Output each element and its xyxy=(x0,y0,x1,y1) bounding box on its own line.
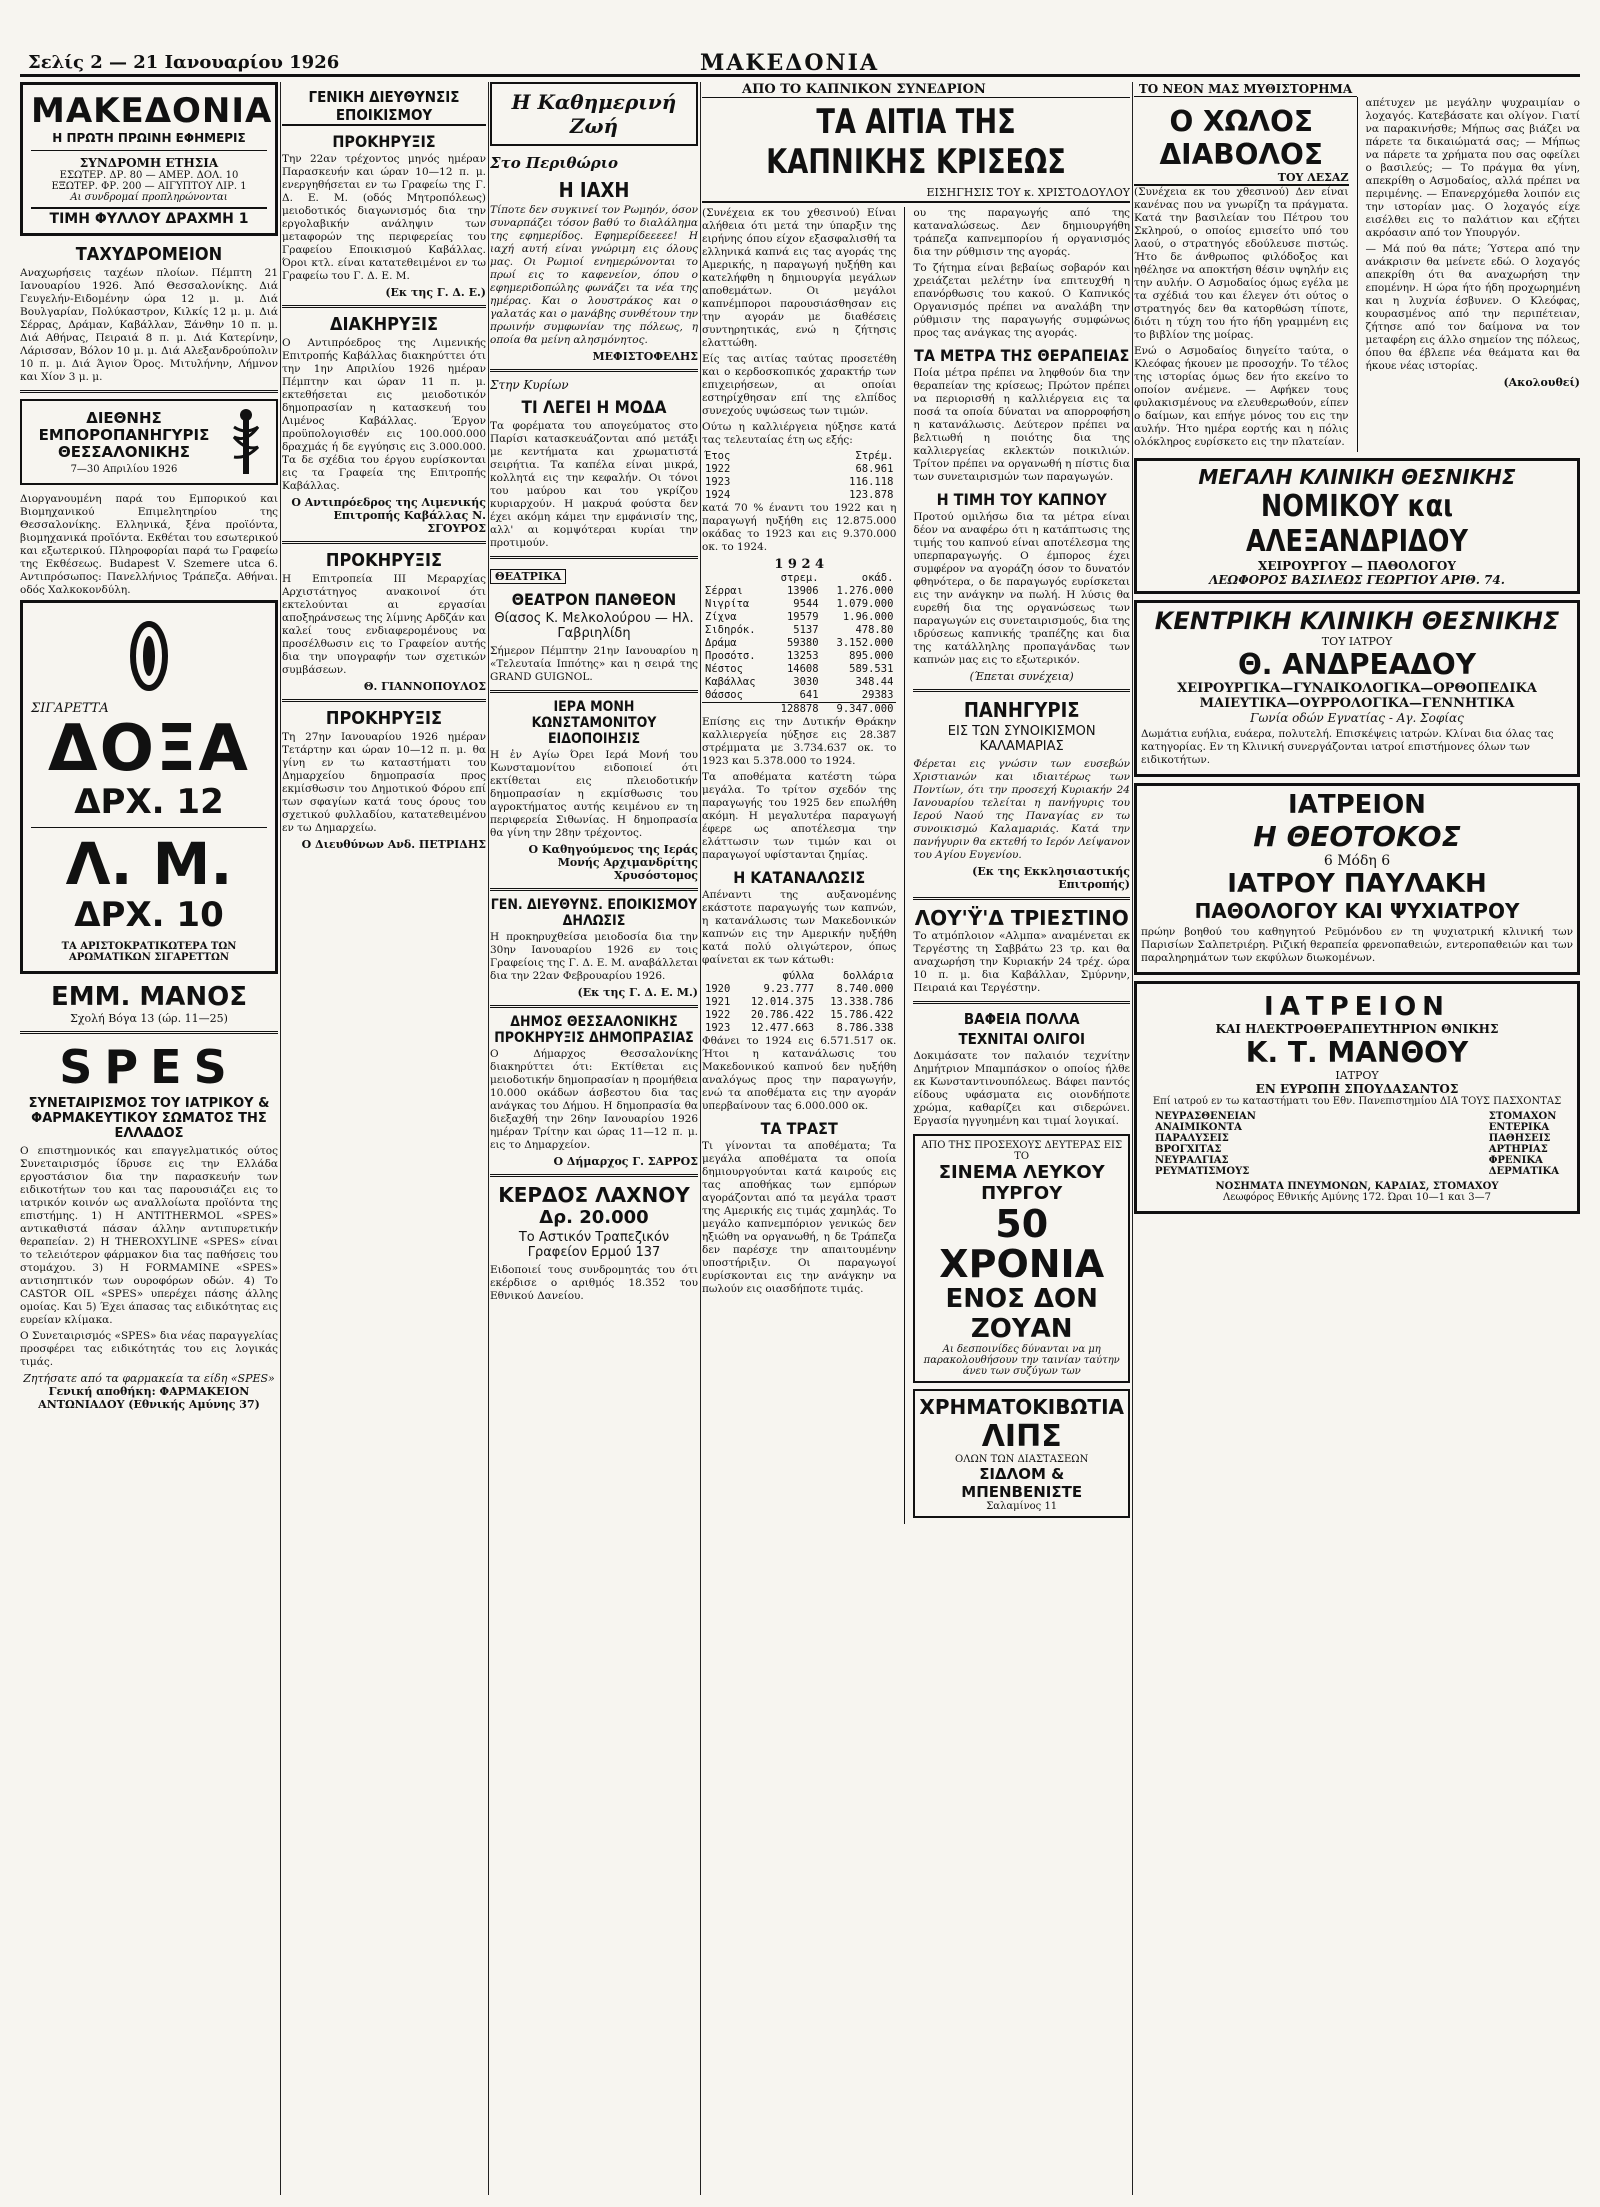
daily-life-box xyxy=(490,82,698,146)
price-label: ΤΙΜΗ ΦΥΛΛΟΥ ΔΡΑΧΜΗ 1 xyxy=(31,207,267,227)
novel-text: (Συνέχεια εκ του χθεσινού) Δεν είναι κανένας που να γνωρίζη τα πράγματα. Κατά την βασιλείαν του Πέτρου του Σκληρού, ο οποίος εμισείτο υπό του λαού, ο στρατηγός εδούλευσε πιστώς. Ήτο δε άνθρωπος φιλόδοξος και ηθέλησε να αποκτήση θέσιν υψηλήν εις την αυλήν. Ο Ασμοδαίος όμως εγέλα με τα σχέδιά του και έλεγεν ότι ούτος ο στρατηγός δεν θα κατορθώση τίποτε, διότι η τύχη του ήτο ήδη γραμμένη εις το βιβλίον της μοίρας. xyxy=(1134,186,1349,341)
column-4 xyxy=(702,82,1130,2195)
theatre-label: ΘΕΑΤΡΙΚΑ xyxy=(490,569,566,584)
logo-subtitle: Η ΠΡΩΤΗ ΠΡΩΙΝΗ ΕΦΗΜΕΡΙΣ xyxy=(52,131,246,145)
table-header: οκάδ. xyxy=(861,572,894,584)
table-cell: 348.44 xyxy=(855,676,894,688)
list-item: ΝΕΥΡΑΛΓΙΑΣ xyxy=(1155,1155,1229,1166)
article-text: Τα αποθέματα κατέστη τώρα μεγάλα. Το τρίτον σχεδόν της παραγωγής του 1925 δεν επωλήθη ακόμη. Η μεγαλυτέρα παραγωγή έφερε ως αποτέλεσμα την ελάττωσιν των τιμών και οι παραγωγοί υφίστανται ζημίας. xyxy=(702,771,897,861)
continued-note: (Ακολουθεί) xyxy=(1503,376,1580,389)
article-text: Φθάνει το 1924 εις 6.571.517 οκ. Ήτοι η κατανάλωσις του Μακεδονικού καπνού δεν ηυξήθη αναλόγως προς την παραγωγήν, ενώ τα αποθέματα εις την αγοράν υπερβαίνουν τας 6.000.000 οκ. xyxy=(702,1035,897,1112)
caduceus-icon xyxy=(224,407,268,477)
spes-agent: Γενική αποθήκη: ΦΑΡΜΑΚΕΙΟΝ ΑΝΤΩΝΙΑΔΟΥ (Εθνικής Αμύνης 37) xyxy=(38,1385,260,1411)
kicker: ΑΠΟ ΤΟ ΚΑΠΝΙΚΟΝ ΣΥΝΕΔΡΙΟΝ xyxy=(702,82,1130,98)
table-cell: 1923 xyxy=(705,476,731,488)
article-text: Ούτω η καλλιέργεια ηύξησε κατά τας τελευταίας έτη ως εξής: xyxy=(702,421,897,446)
price-doxa: ΔΡΧ. 12 xyxy=(74,782,224,822)
clinic-address: 6 Μόδη 6 xyxy=(1323,853,1391,869)
table-consumption xyxy=(702,970,896,1035)
table-cell: 13906 xyxy=(786,585,819,597)
clinic-ad xyxy=(1134,981,1580,1214)
notice-signature: Θ. ΓΙΑΝΝΟΠΟΥΛΟΣ xyxy=(363,680,486,693)
section-subheading: ΕΙΣ ΤΩΝ ΣΥΝΟΙΚΙΣΜΟΝ ΚΑΛΑΜΑΡΙΑΣ xyxy=(947,724,1096,754)
notice-text: Ο Δήμαρχος Θεσσαλονίκης διακηρύττει ότι: Εκτίθεται εις μειοδοτικήν δημοπρασίαν η προμήθεια 10.000 οκάδων άσβεστου δια τας ανάγκας του Δήμου. Η δημοπρασία θα διεξαχθή την 26ην Ιανουαρίου 1926 ημέραν Τρίτην και ώρας 11—12 π. μ. εις το Δημαρχείον. xyxy=(490,1048,698,1151)
list-item: ΔΕΡΜΑΤΙΚΑ xyxy=(1488,1166,1559,1177)
table-header xyxy=(702,572,769,585)
clinic-address: Λεωφόρος Εθνικής Αμύνης 172. Ώραι 10—1 και 3—7 xyxy=(1222,1192,1492,1203)
table-cell: 116.118 xyxy=(849,476,894,488)
table-cell: 5137 xyxy=(793,624,819,636)
table-cell: 20.786.422 xyxy=(750,1009,815,1021)
logo-title: ΜΑΚΕΔΟΝΙΑ xyxy=(31,91,273,131)
table-cell: 641 xyxy=(799,689,819,701)
kicker: ΤΟ ΝΕΟΝ ΜΑΣ ΜΥΘΙΣΤΟΡΗΜΑ xyxy=(1134,82,1357,97)
notice-signature: Ο Αντιπρόεδρος της Λιμενικής Επιτροπής Καβάλλας Ν. ΣΓΟΥΡΟΣ xyxy=(291,496,486,535)
cinema-note: Αι δεσποινίδες δύνανται να μη παρακολουθήσουν την ταινίαν ταύτην άνευ των συζύγων των xyxy=(923,1344,1120,1377)
safe-ad xyxy=(913,1389,1130,1518)
table-total: 128878 xyxy=(780,703,819,715)
safe-agent: ΣΙΔΛΟΜ & ΜΠΕΝΒΕΝΙΣΤΕ xyxy=(961,1465,1083,1501)
table-cell: 68.961 xyxy=(855,463,894,475)
article-text: Προτού ομιλήσω δια τα μέτρα είναι δέον να αναφέρω ότι η κατάπτωσις της τιμής του καπνού είναι αποτέλεσμα της υπερπαραγωγής. Ο έμπορος έχει συμφέρον να αγοράζη όσον το δυνατόν φθηνότερα, ο δε παραγωγός ευρίσκεται εις την ανάγκην να πωλή. Η λύσις θα ευρεθή δια της οργανώσεως των παραγωγών εις συνεταιρισμούς, δια της ιδρύσεως καπνικής τραπέζης και δια της κατάλληλης προπαγάνδας των καπνών μας εις το εξωτερικόν. xyxy=(913,511,1130,666)
table-cell: 19579 xyxy=(786,611,819,623)
table-header: στρεμ. xyxy=(780,572,819,584)
disease-list-right xyxy=(1489,1111,1559,1177)
notice-heading: ΙΕΡΑ ΜΟΝΗ ΚΩΝΣΤΑΜΟΝΙΤΟΥ ΕΙΔΟΠΟΙΗΣΙΣ xyxy=(531,699,657,747)
safe-subtitle: ΟΛΩΝ ΤΩΝ ΔΙΑΣΤΑΣΕΩΝ xyxy=(955,1454,1089,1465)
notice-text: Η Επιτροπεία ΙΙΙ Μεραρχίας Αρχιστάτηγος ανακοινοί ότι εκτελούνται αι εργασίαι αποξηράνσεως της λίμνης Αρδζάν και καλεί τους ενδιαφερομένους να προσέλθωσιν εις το Γραφείον αυτής δια την υπογραφήν των σχετικών συμβάσεων. xyxy=(282,573,486,676)
clinic-kicker: ΙΑΤΡΕΙΟΝ xyxy=(1288,790,1426,820)
fair-box xyxy=(20,399,278,485)
table-cell: 123.878 xyxy=(849,489,894,501)
cigarette-ad xyxy=(20,600,278,974)
table-cell: Σέρραι xyxy=(705,585,743,597)
clinic-name: Κ. Τ. ΜΑΝΘΟΥ xyxy=(1245,1036,1469,1069)
table-header xyxy=(702,970,738,983)
table-cell: 14608 xyxy=(786,663,819,675)
fair-text: Διοργανουμένη παρά του Εμπορικού και Βιομηχανικού Επιμελητηρίου της Θεσσαλονίκης. Ελληνικά, ξένα προϊόντα, βιομηχανικά προϊόντα. Εκθέται του εσωτερικού και εξωτερικού. Πληροφορίαι παρά τω Γραφείω της Εκθέσεως. Budapest V. Szemere utca 6. Αντιπρόσωπος: Πανελλήνιος Τράπεζα. Αθήναι. οδός Χαλκοκονδύλη. xyxy=(20,493,278,596)
column-rule xyxy=(1132,82,1133,2195)
byline: ΕΙΣΗΓΗΣΙΣ ΤΟΥ κ. ΧΡΙΣΤΟΔΟΥΛΟΥ xyxy=(702,186,1130,203)
notice-heading: ΔΙΑΚΗΡΥΞΙΣ xyxy=(329,314,439,335)
ad-text: Δοκιμάσατε τον παλαιόν τεχνίτην Δημήτριον Μπαμπάσκον ο οποίος ήλθε εκ Κωνσταντινουπόλεως. Βάφει παντός είδους υφάσματα εις οιονδήποτε χρώμα, καθαρίζει και σιδερώνει. Εργασία ηγγυημένη και τιμαί λογικαί. xyxy=(913,1050,1130,1127)
notice-heading: ΔΗΜΟΣ ΘΕΣΣΑΛΟΝΙΚΗΣ ΠΡΟΚΗΡΥΞΙΣ ΔΗΜΟΠΡΑΣΙΑΣ xyxy=(494,1014,694,1046)
clinic-doctor: ΙΑΤΡΟΥ ΠΑΥΛΑΚΗ xyxy=(1227,869,1487,899)
notice-text: Τη 27ην Ιανουαρίου 1926 ημέραν Τετάρτην και ώραν 10—12 π. μ. θα γίνη εν τω καταστήματι του Δημαρχείου δημοπρασία προς εκμίσθωσιν του Δημοτικού Φόρου επί των σφαγίων κατά τους όρους του σχετικού φυλλαδίου, κατατεθειμένου εν τω Δημαρχείω. xyxy=(282,731,486,834)
cigarette-footer: ΤΑ ΑΡΙΣΤΟΚΡΑΤΙΚΩΤΕΡΑ ΤΩΝ ΑΡΩΜΑΤΙΚΩΝ ΣΙΓΑΡΕΤΤΩΝ xyxy=(61,941,237,963)
table-cell: Σιδηρόκ. xyxy=(705,624,756,636)
table-header: Έτος xyxy=(705,450,731,462)
film-subtitle: ΕΝΟΣ ΔΟΝ ΖΟΥΑΝ xyxy=(945,1284,1098,1344)
column-rule xyxy=(700,82,701,2195)
safe-address: Σαλαμίνος 11 xyxy=(986,1501,1058,1512)
kicker: Στο Περιθώριο xyxy=(490,154,618,172)
fair-title: ΔΙΕΘΝΗΣ ΕΜΠΟΡΟΠΑΝΗΓΥΡΙΣ ΘΕΣΣΑΛΟΝΙΚΗΣ xyxy=(38,408,210,461)
section-heading: Η ΤΙΜΗ ΤΟΥ ΚΑΠΝΟΥ xyxy=(936,490,1107,509)
table-acreage xyxy=(702,450,896,502)
subscription-heading: ΣΥΝΔΡΟΜΗ ΕΤΗΣΙΑ xyxy=(79,156,219,170)
table-header: δολλάρια xyxy=(842,970,894,982)
column-3 xyxy=(490,82,698,2195)
table-total: 9.347.000 xyxy=(836,703,894,715)
table-cell: Προσότσ. xyxy=(705,650,756,662)
article-text: κατά 70 % έναντι του 1922 και η παραγωγή ηυξήθη εις 12.875.000 οκάδας το 1923 και εις 9.370.000 οκ. το 1924. xyxy=(702,502,897,553)
clinic-text: πρώην βοηθού του καθηγητού Ρεϋμόνδου εν τη ψυχιατρική κλινική των Παρισίων Σαλπετριέρη. Ριζική θεραπεία φρενοπαθειών, εντεροπαθειών και των παραληρημάτων των εκφύλων διωκομένων. xyxy=(1141,926,1573,964)
article-text: Τίποτε δεν συγκινεί τον Ρωμηόν, όσον συναρπάζει τόσον βαθύ το διαλάλημα της εφημερίδος. Εφημερίδεεεεε! Η ιαχή αυτή είναι γνώριμη εις όλους μας. Οι Ρωμιοί ενημερώνονται το πρωί εις το καφενείον, όπου ο εφημεριδοπώλης φωνάζει τα νέα της ημέρας. Και ο λουστράκος και ο γαλατάς και ο μανάβης συνθέτουν την πρωινήν συμφωνίαν της πόλεως, η οποία θα μείνη αλησμόνητος. xyxy=(490,204,698,346)
clinic-kicker: ΚΕΝΤΡΙΚΗ ΚΛΙΝΙΚΗ ΘΕΣΝΙΚΗΣ xyxy=(1154,607,1560,635)
spes-footer: Ζητήσατε από τα φαρμακεία τα είδη «SPES» xyxy=(23,1372,275,1385)
notice-signature: (Εκ της Γ. Δ. Ε. Μ.) xyxy=(577,986,698,999)
subscription-line: ΕΣΩΤΕΡ. ΔΡ. 80 — ΑΜΕΡ. ΔΟΛ. 10 xyxy=(59,170,239,181)
article-text: ου της παραγωγής από της καταναλώσεως. Δεν δημιουργήθη τράπεζα καπνεμπορίου ή οργανισμός δια την ρύθμισιν της αγοράς. xyxy=(913,207,1130,258)
clinic-kicker: ΙΑΤΡΕΙΟΝ xyxy=(1264,992,1450,1022)
manos-name: ΕΜΜ. ΜΑΝΟΣ xyxy=(50,982,248,1012)
brand-lm: Λ. Μ. xyxy=(65,830,233,898)
novel-author: ΤΟΥ ΛΕΣΑΖ xyxy=(1134,171,1349,186)
table-cell: 1922 xyxy=(705,1009,731,1021)
article-heading: ΤΙ ΛΕΓΕΙ Η ΜΟΔΑ xyxy=(521,398,667,418)
table-year: 1 9 2 4 xyxy=(774,557,825,572)
lottery-title: ΚΕΡΔΟΣ ΛΑΧΝΟΥ xyxy=(498,1183,690,1207)
list-item: ΦΡΕΝΙΚΑ xyxy=(1488,1155,1543,1166)
notice-signature: (Εκ της Γ. Δ. Ε.) xyxy=(385,286,486,299)
ad-heading: ΒΑΦΕΙΑ ΠΟΛΛΑ xyxy=(963,1010,1080,1028)
lottery-amount: Δρ. 20.000 xyxy=(539,1207,649,1228)
safe-title: ΧΡΗΜΑΤΟΚΙΒΩΤΙΑ xyxy=(919,1395,1124,1419)
price-lm: ΔΡΧ. 10 xyxy=(74,895,224,935)
table-cell: 1.276.000 xyxy=(836,585,894,597)
clinic-kicker: ΜΕΓΑΛΗ ΚΛΙΝΙΚΗ ΘΕΣΝΙΚΗΣ xyxy=(1198,465,1516,489)
clinic-ad xyxy=(1134,783,1580,975)
table-cell: 13253 xyxy=(786,650,819,662)
table-header: Στρέμ. xyxy=(855,450,894,462)
table-cell: 1.079.000 xyxy=(836,598,894,610)
fair-dates: 7—30 Απριλίου 1926 xyxy=(70,463,178,475)
clinic-ad xyxy=(1134,600,1580,777)
novel-text: απέτυχεν με μεγάλην ψυχραιμίαν ο λοχαγός. Κατεβάσατε και ολίγον. Γιατί να παρακινήσθε; Μήπως σας βιάζει να πάρετε τα δικαιώματά σας; — Μήπως να πάρετε τα χρήματα που σας οφείλει ο βασιλεύς; — Το πράγμα θα γίνη, απεκρίθη ο Ασμοδαίος, αλλά πρέπει να περιμένης. — Επανερχόμεθα λοιπόν εις την ιστορίαν μας. Ο λοχαγός είχε εισέλθει εις το παλάτιον και εζήτει ακρόασιν από τον Υπουργόν. xyxy=(1365,97,1580,239)
clinic-subtitle: ΚΑΙ ΗΛΕΚΤΡΟΘΕΡΑΠΕΥΤΗΡΙΟΝ ΘΝΙΚΗΣ xyxy=(1215,1022,1499,1036)
clinic-ad xyxy=(1134,458,1580,594)
continued-note: (Έπεται συνέχεια) xyxy=(969,670,1074,683)
table-cell: 1920 xyxy=(705,983,731,995)
article-text: Το ζήτημα είναι βεβαίως σοβαρόν και χρειάζεται μελέτην ίνα επιτευχθή η επανόρθωσις του κακού. Ο Καπνικός Οργανισμός πρέπει να αναλάβη την ρύθμισιν της παραγωγής συμφώνως προς τας ανάγκας της αγοράς. xyxy=(913,262,1130,339)
table-cell: 12.014.375 xyxy=(750,996,815,1008)
post-text: Αναχωρήσεις ταχέων πλοίων. Πέμπτη 21 Ιανουαρίου 1926. Ἀπό Θεσσαλονίκης. Διά Γευγελήν-Ειδομένην ώρα 12 μ. μ. Διά Βουλγαρίαν, Πολύκαστρον, Κιλκίς 12 μ. μ. Διά Σέρρας, Δράμαν, Καβάλλαν, Ξάνθην 10 π. μ. Διά Αθήνας, Πειραιά 8 π. μ. Διά Κατερίνην, Λάρισσαν, Βόλον 10 μ. μ. Διά Αλεξανδρούπολιν 10 π. μ. Διά Άγιον Όρος. Μιτυλήνην, Λήμνον και Χίον 3 μ. μ. xyxy=(20,267,278,383)
laurel-icon xyxy=(119,611,179,701)
notice-signature: Ο Καθηγούμενος της Ιεράς Μονής Αρχιμανδρίτης Χρυσόστομος xyxy=(528,843,698,882)
cinema-name: ΣΙΝΕΜΑ ΛΕΥΚΟΥ ΠΥΡΓΟΥ xyxy=(938,1162,1105,1204)
article-text: Τα φορέματα του απογεύματος στο Παρίσι κατασκευάζονται από μετάξι με κεντήματα και χρωματιστά σειρήτια. Τα καπέλα είναι μικρά, κολλητά εις την κεφαλήν. Οι τόνοι του μαύρου και του γκρίζου κυριαρχούν. Η μακρυά φούστα δεν έχει ακόμη κάμει την εμφάνισίν της, αλλ' αι κομψότεραι κυρίαι την προτιμούν. xyxy=(490,420,698,549)
clinic-name: ΝΟΜΙΚΟΥ και ΑΛΕΞΑΝΔΡΙΔΟΥ xyxy=(1246,489,1468,559)
logo-box xyxy=(20,82,278,236)
ad-heading: ΤΕΧΝΙΤΑΙ ΟΛΙΓΟΙ xyxy=(958,1030,1085,1048)
article-text: Ποία μέτρα πρέπει να ληφθούν δια την θεραπείαν της κρίσεως; Πρώτον πρέπει να περιορισθή η καλλιέργεια εις τα ποσά τα οποία δύναται να απορροφήση η κατανάλωσις. Δεύτερον πρέπει να βελτιωθή η ποιότης δια της καλλιεργείας εκλεκτών ποικιλιών. Τρίτον πρέπει να οργανωθή η πίστις δια των συνεταιρισμών των παραγωγών. xyxy=(913,367,1130,483)
main-headline: ΤΑ ΑΙΤΙΑ ΤΗΣ ΚΑΠΝΙΚΗΣ ΚΡΙΣΕΩΣ xyxy=(766,102,1066,182)
list-item: ΒΡΟΓΧΙΤΑΣ xyxy=(1155,1144,1222,1155)
column-rule xyxy=(488,82,489,2195)
article-text: (Συνέχεια εκ του χθεσινού) Είναι αλήθεια ότι μετά την ύπαρξιν της ειρήνης όπου είχον εξασφαλισθή τα ελληνικά καπνά εις τας αγοράς της Αμερικής, η παραγωγή ηυξήθη και κατελήφθη η δημιουργία μεγάλων αποθεμάτων. Οι μεγάλοι καπνέμποροι παρουσιάσθησαν εις την αγοράν με διαθέσεις συντηρητικάς, ενώ η ζήτησις ελαττώθη. xyxy=(702,207,897,349)
column-1 xyxy=(20,82,278,2195)
list-item: ΠΑΡΑΛΥΣΕΙΣ xyxy=(1155,1133,1229,1144)
table-cell: Νιγρίτα xyxy=(705,598,750,610)
table-cell: Θάσσος xyxy=(705,689,743,701)
clinic-text: Επί ιατρού εν τω καταστήματι του Εθν. Πανεπιστημίου ΔΙΑ ΤΟΥΣ ΠΑΣΧΟΝΤΑΣ xyxy=(1152,1096,1562,1107)
cigarette-label: ΣΙΓΑΡΕΤΤΑ xyxy=(31,701,109,716)
article-text: Απέναντι της αυξανομένης εκάστοτε παραγωγής των καπνών, η κατανάλωσις των Μακεδονικών καπνών εις την Αμερικήν ηυξήθη κατά πολύ ολιγώτερον, όπως φαίνεται εκ των κάτωθι: xyxy=(702,889,897,966)
lottery-text: Ειδοποιεί τους συνδρομητάς του ότι εκέρδισε ο αριθμός 18.352 του Εθνικού Δανείου. xyxy=(490,1264,698,1302)
list-item: ΕΝΤΕΡΙΚΑ xyxy=(1488,1122,1550,1133)
novel-text: Ενώ ο Ασμοδαίος διηγείτο ταύτα, ο Κλεόφας ήκουεν με προσοχήν. Το τέλος της ιστορίας όμως δεν ήτο εκείνο το οποίον ανέμενε. — Αφήκεν τους φυλακισμένους να ελευθερωθούν, είπεν ο δαίμων, και επήγε μόνος του εις την αυλήν. Ήτο ημέρα εορτής και η πόλις ολόκληρος ευρίσκετο εις την πλατείαν. xyxy=(1134,345,1349,448)
subscription-line: ΕΞΩΤΕΡ. ΦΡ. 200 — ΑΙΓΥΠΤΟΥ ΛΙΡ. 1 xyxy=(51,181,247,192)
notice-signature: Ο Διευθύνων Ανδ. ΠΕΤΡΙΔΗΣ xyxy=(301,838,486,851)
table-cell: 589.531 xyxy=(849,663,894,675)
clinic-of: ΤΟΥ ΙΑΤΡΟΥ xyxy=(1321,635,1393,648)
novel-title: Ο ΧΩΛΟΣ ΔΙΑΒΟΛΟΣ xyxy=(1159,105,1323,171)
clinic-of: ΙΑΤΡΟΥ xyxy=(1335,1069,1379,1082)
table-total xyxy=(702,703,769,717)
lottery-subtitle: Το Αστικόν Τραπεζικόν Γραφείον Ερμού 137 xyxy=(518,1230,670,1260)
spes-subtitle: ΣΥΝΕΤΑΙΡΙΣΜΟΣ ΤΟΥ ΙΑΤΡΙΚΟΥ & ΦΑΡΜΑΚΕΥΤΙΚΟΥ ΣΩΜΑΤΟΣ ΤΗΣ ΕΛΛΑΔΟΣ xyxy=(28,1096,270,1141)
notice-signature: Ο Δήμαρχος Γ. ΣΑΡΡΟΣ xyxy=(553,1155,698,1168)
novel-text: — Μά πού θα πάτε; Ύστερα από την ανάκρισιν θα μείνετε εδώ. Ο λοχαγός απεκρίθη ότι θα αναχωρήση την επομένην. Η ώρα ήτο ήδη προχωρημένη και η λυχνία έσβυνεν. Ο Κλεόφας, κουρασμένος από την περιπέτειαν, ζήτησε από τον δαίμονα να τον μεταφέρη εις άλλο σημείον της πόλεως, όπου θα έβλεπε νέα θεάματα και θα ήκουε νέας ιστορίας. xyxy=(1365,243,1580,372)
post-title: ΤΑΧΥΔΡΟΜΕΙΟΝ xyxy=(75,244,223,265)
clinic-specialties: ΧΕΙΡΟΥΡΓΙΚΑ—ΓΥΝΑΙΚΟΛΟΓΙΚΑ—ΟΡΘΟΠΕΔΙΚΑ xyxy=(1177,681,1537,696)
notice-heading: ΠΡΟΚΗΡΥΞΙΣ xyxy=(325,708,443,729)
safe-brand: ΛΙΠΣ xyxy=(981,1419,1062,1454)
column-rule xyxy=(280,82,281,2195)
daily-life-title: Η Καθημερινή Ζωή xyxy=(511,90,677,138)
table-cell: 8.786.338 xyxy=(836,1022,894,1034)
clinic-address: ΛΕΩΦΟΡΟΣ ΒΑΣΙΛΕΩΣ ΓΕΩΡΓΙΟΥ ΑΡΙΘ. 74. xyxy=(1209,573,1505,587)
table-cell: Καβάλλας xyxy=(705,676,756,688)
clinic-text: Δωμάτια ευήλια, ευάερα, πολυτελή. Επισκέψεις ιατρών. Κλίναι δια όλας τας κατηγορίας. Εν τη Κλινική συνεργάζονται ιατροί επιστήμονες όλων των ειδικοτήτων. xyxy=(1141,728,1554,766)
spes-text: Ο επιστημονικός και επαγγελματικός ούτος Συνεταιρισμός ίδρυσε εις την Ελλάδα εργοστάσιον δια την παρασκευήν των ειδικοτήτων του και τας παρουσιάζει εις το ιατρικόν κοινόν ως αναλλοίωτα προϊόντα της επιστήμης. 1) Η ANTITHERMOL «SPES» αντικαθιστά πάσαν άλλην αντιπυρετικήν θεραπείαν. 2) Η THEROXYLINE «SPES» είναι το τελειότερον φάρμακον δια τας παθήσεις του στομάχου. 3) Η FORMAMINE «SPES» αντισηπτικόν των ουροφόρων οδών. 4) Το CASTOR OIL «SPES» υπερέχει πάσης άλλης ομοίας. Και 5) Έχει άπασας τας ειδικότητας εις ευρείαν κλίμακα. xyxy=(20,1145,278,1326)
table-cell: 1922 xyxy=(705,463,731,475)
subscription-note: Αι συνδρομαί προπληρώνονται xyxy=(70,192,228,203)
manos-address: Σχολή Βόγα 13 (ώρ. 11—25) xyxy=(70,1012,228,1025)
table-cell: 9.23.777 xyxy=(763,983,815,995)
article-text: Φέρεται εις γνώσιν των ευσεβών Χριστιανών και ιδιαιτέρως των Ποντίων, ότι την προσεχή Κυριακήν 24 Ιανουαρίου τελείται η πανήγυρις του Ιερού Ναού της Παναγίας εν τω συνοικισμώ Καλαμαριάς. Κατά την πανήγυριν θα εκτεθή το Ιερόν Λείψανον του Αγίου Ευγενίου. xyxy=(913,758,1130,861)
clinic-specialties: ΠΑΘΟΛΟΓΟΥ ΚΑΙ ΨΥΧΙΑΤΡΟΥ xyxy=(1194,899,1520,923)
clinic-address: Γωνία οδών Εγνατίας - Αγ. Σοφίας xyxy=(1250,711,1464,725)
table-header: φύλλα xyxy=(782,970,815,982)
table-regions xyxy=(702,572,896,716)
article-text: Επίσης εις την Δυτικήν Θράκην καλλιεργεία ηύξησε εις 28.387 στρέμματα με 3.734.637 οκ. το 1923 και 5.378.000 το 1924. xyxy=(702,716,897,767)
list-item: ΝΕΥΡΑΣΘΕΝΕΙΑΝ xyxy=(1155,1111,1256,1122)
clinic-note: ΕΝ ΕΥΡΩΠΗ ΣΠΟΥΔΑΣΑΝΤΟΣ xyxy=(1255,1082,1459,1096)
masthead xyxy=(20,52,1580,77)
theatre-subtitle: Θίασος Κ. Μελκολούρου — Ηλ. Γαβριηλίδη xyxy=(494,611,694,641)
table-cell: 3030 xyxy=(793,676,819,688)
notice-heading: ΓΕΝ. ΔΙΕΥΘΥΝΣ. ΕΠΟΙΚΙΣΜΟΥ ΔΗΛΩΣΙΣ xyxy=(490,897,698,929)
notice-signature: (Εκ της Εκκλησιαστικής Επιτροπής) xyxy=(972,865,1130,891)
notice-heading: ΠΡΟΚΗΡΥΞΙΣ xyxy=(325,550,443,571)
table-cell: 1923 xyxy=(705,1022,731,1034)
clinic-specialties: ΜΑΙΕΥΤΙΚΑ—ΟΥΡΡΟΛΟΓΙΚΑ—ΓΕΝΝΗΤΙΚΑ xyxy=(1199,696,1515,711)
list-item: ΑΡΤΗΡΙΑΣ xyxy=(1488,1144,1548,1155)
kicker: Στην Κυρίων xyxy=(490,378,569,392)
spes-note: Ο Συνεταιρισμός «SPES» δια νέας παραγγελίας προσφέρει τας ειδικότητάς του εις λογικάς τιμάς. xyxy=(20,1330,278,1368)
theatre-text: Σήμερον Πέμπτην 21ην Ιανουαρίου η «Τελευταία Ιππότης» και η σειρά της GRAND GUIGNOL. xyxy=(490,645,698,683)
table-cell: 895.000 xyxy=(849,650,894,662)
article-text: Τι γίνονται τα αποθέματα; Τα μεγάλα αποθέματα τα οποία δημιουργούνται κατά καιρούς εις τας αποθήκας των εμπόρων αγοράζονται από τα μεγάλα τραστ της Αμερικής εις τιμάς χαμηλάς. Το μεγάλο καπνεμπόριον γενικώς δεν ηξιώθη να οργανωθή, η δε Τράπεζα δεν παρέσχε την απαιτουμένην υποστήριξιν. Οι παραγωγοί ευρίσκονται εις την ανάγκην να πωλούν εις οιασδήποτε τιμάς. xyxy=(702,1140,897,1295)
table-cell: Ζίχνα xyxy=(705,611,737,623)
section-heading: ΤΑ ΤΡΑΣΤ xyxy=(760,1119,838,1138)
list-item: ΠΑΘΗΣΕΙΣ xyxy=(1488,1133,1551,1144)
table-cell: 1924 xyxy=(705,489,731,501)
disease-list-left xyxy=(1155,1111,1256,1177)
column-2 xyxy=(282,82,486,2195)
article-signature: ΜΕΦΙΣΤΟΦΕΛΗΣ xyxy=(592,350,698,363)
table-cell: 9544 xyxy=(793,598,819,610)
table-cell: 29383 xyxy=(861,689,894,701)
table-cell: 8.740.000 xyxy=(836,983,894,995)
clinic-name: Η ΘΕΟΤΟΚΟΣ xyxy=(1253,820,1461,853)
table-cell: Νέστος xyxy=(705,663,743,675)
article-text: Το ατμόπλοιον «Αλμπα» αναμένεται εκ Τεργέστης τη Σαββάτω 23 τρ. και θα αναχωρήση την Κυριακήν 24 τρέχ. ώρα 10 π. μ. δια Καβάλλαν, Σμύρνην, Πειραιά και Τεργέστην. xyxy=(913,930,1130,994)
section-heading: ΠΑΝΗΓΥΡΙΣ xyxy=(963,698,1080,722)
notice-text: Την 22αν τρέχοντος μηνός ημέραν Παρασκευήν και ώραν 10—12 π. μ. ενεργηθήσεται εν τω Γραφείω της Γ. Δ. Ε. Μ. (οδός Μητροπόλεως) μειοδοτικός διαγωνισμός δια την εργολαβικήν ανάληψιν των μεταφορών της περιφερείας του Γραφείου Εποικισμού Καβάλλας. Όροι κτλ. είναι κατατεθειμένοι εν τω Γραφείω του Γ. Δ. Ε. Μ. xyxy=(282,153,486,282)
table-cell: 12.477.663 xyxy=(750,1022,815,1034)
list-item: ΡΕΥΜΑΤΙΣΜΟΥΣ xyxy=(1155,1166,1250,1177)
clinic-footer: ΝΟΣΗΜΑΤΑ ΠΝΕΥΜΟΝΩΝ, ΚΑΡΔΙΑΣ, ΣΤΟΜΑΧΟΥ xyxy=(1215,1181,1499,1192)
notice-text: Η προκηρυχθείσα μειοδοσία δια την 30ην Ιανουαρίου 1926 εν τοις Γραφείοις της Γ. Δ. Ε. Μ. αναβάλλεται δια την 22αν Φεβρουαρίου 1926. xyxy=(490,931,698,982)
notice-text: Ο Αντιπρόεδρος της Λιμενικής Επιτροπής Καβάλλας διακηρύττει ότι την 1ην Απριλίου 1926 ημέραν Πέμπτην και ώραν 11 π. μ. εκτεθήσεται εις μειοδοτικόν δημοπρασίαν η κατασκευή του Λιμένος Καβάλλας. Έργον προϋπολογισθέν εις 100.000.000 δραχμάς ή δε εγγύησις εις 3.000.000. Τα δε σχέδια του έργου ευρίσκονται εις τα Γραφεία της Επιτροπής Καβάλλας. xyxy=(282,337,486,492)
col2-title: ΓΕΝΙΚΗ ΔΙΕΥΘΥΝΣΙΣ ΕΠΟΙΚΙΣΜΟΥ xyxy=(282,88,486,126)
brand-doxa: ΔΟΞΑ xyxy=(48,712,250,786)
table-cell: 59380 xyxy=(786,637,819,649)
cinema-kicker: ΑΠΟ ΤΗΣ ΠΡΟΣΕΧΟΥΣ ΔΕΥΤΕΡΑΣ ΕΙΣ ΤΟ xyxy=(921,1140,1123,1162)
notice-text: Η ἐν Αγίω Όρει Ιερά Μονή του Κωνσταμονίτου ειδοποιεί ότι εκτίθεται εις πλειοδοτικήν δημοπρασίαν η εκμίσθωσις του αγροκτήματος αυτής κειμένου εν τη περιφερεία Σιθωνίας. Η δημοπρασία θα γίνη την 28ην τρέχοντος. xyxy=(490,749,698,839)
theatre-title: ΘΕΑΤΡΟΝ ΠΑΝΘΕΟΝ xyxy=(511,590,677,609)
table-cell: 3.152.000 xyxy=(836,637,894,649)
section-heading: ΤΑ ΜΕΤΡΑ ΤΗΣ ΘΕΡΑΠΕΙΑΣ xyxy=(914,346,1130,365)
clinic-roles: ΧΕΙΡΟΥΡΓΟΥ — ΠΑΘΟΛΟΓΟΥ xyxy=(1258,559,1456,573)
film-title: 50 ΧΡΟΝΙΑ xyxy=(939,1202,1105,1286)
list-item: ΑΝΑΙΜΙΚΟΝΤΑ xyxy=(1155,1122,1242,1133)
list-item: ΣΤΟΜΑΧΟΝ xyxy=(1488,1111,1557,1122)
table-cell: 1.96.000 xyxy=(842,611,894,623)
lloyd-title: ΛΟΥ'Ϋ'Δ ΤΡΙΕΣΤΙΝΟ xyxy=(914,906,1129,930)
column-5 xyxy=(1134,82,1580,2195)
table-cell: 478.80 xyxy=(855,624,894,636)
table-cell: 13.338.786 xyxy=(830,996,894,1008)
clinic-name: Θ. ΑΝΔΡΕΑΔΟΥ xyxy=(1237,648,1477,681)
article-text: Είς τας αιτίας ταύτας προσετέθη και ο κερδοσκοπικός χαρακτήρ των επιχειρήσεων, αι οποίαι εστηρίχθησαν επί της ελπίδος συνεχούς υψώσεως των τιμών. xyxy=(702,353,897,417)
table-cell: 15.786.422 xyxy=(830,1009,894,1021)
spes-title: SPES xyxy=(59,1040,239,1094)
cinema-ad xyxy=(913,1134,1130,1383)
paper-name: ΜΑΚΕΔΟΝΙΑ xyxy=(700,50,880,76)
page-date: Σελίς 2 — 21 Ιανουαρίου 1926 xyxy=(28,52,340,73)
table-cell: Δράμα xyxy=(705,637,737,649)
notice-heading: ΠΡΟΚΗΡΥΞΙΣ xyxy=(332,132,436,151)
article-heading: Η ΙΑΧΗ xyxy=(558,178,630,202)
section-heading: Η ΚΑΤΑΝΑΛΩΣΙΣ xyxy=(733,868,866,887)
table-cell: 1921 xyxy=(705,996,731,1008)
